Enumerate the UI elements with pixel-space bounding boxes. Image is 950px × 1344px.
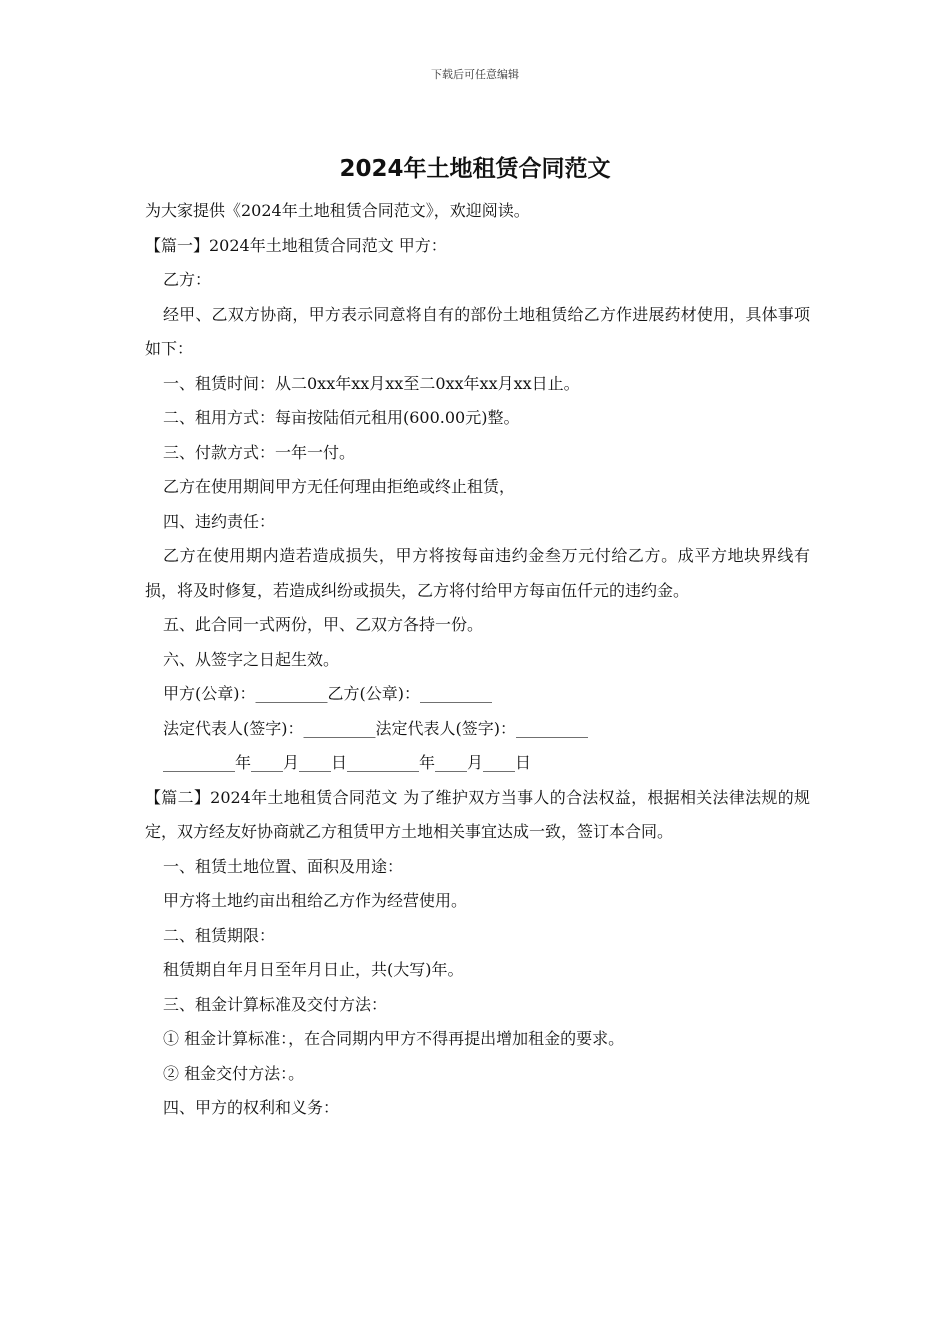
clause-lease-term-text: 租赁期自年月日至年月日止，共(大写)年。 xyxy=(163,960,464,979)
clause-rent-method: 二、租用方式：每亩按陆佰元租用(600.00元)整。 xyxy=(163,408,520,427)
clause-rent-payment-item: ② 租金交付方法：。 xyxy=(163,1063,305,1083)
signature-seal-line: 甲方(公章)：_________乙方(公章)：_________ xyxy=(163,684,492,703)
signature-date-line: _________年____月____日_________年____月____日 xyxy=(163,753,532,772)
party-b-line: 乙方： xyxy=(163,270,212,289)
intro-paragraph: 为大家提供《2024年土地租赁合同范文》，欢迎阅读。 xyxy=(145,201,530,220)
clause-rent-standard-heading: 三、租金计算标准及交付方法： xyxy=(163,994,388,1014)
clause-rent-standard-item: ① 租金计算标准：，在合同期内甲方不得再提出增加租金的要求。 xyxy=(163,1029,625,1048)
clause-liability-heading: 四、违约责任： xyxy=(163,511,276,531)
signature-representative-line: 法定代表人(签字)：_________法定代表人(签字)：_________ xyxy=(163,718,588,738)
clause-liability-text: 乙方在使用期内造若造成损失，甲方将按每亩违约金叁万元付给乙方。成平方地块界线有损，将及时修复，若造成纠纷或损失，乙方将付给甲方每亩伍仟元的违约金。 xyxy=(145,546,810,600)
document-body xyxy=(145,194,810,1126)
document-title: 2024年土地租赁合同范文 xyxy=(339,156,611,182)
section-one-heading: 【篇一】2024年土地租赁合同范文 甲方： xyxy=(145,235,447,255)
section-two-intro: 【篇二】2024年土地租赁合同范文 为了维护双方当事人的合法权益，根据相关法律法规的规定，双方经友好协商就乙方租赁甲方土地相关事宜达成一致，签订本合同。 xyxy=(145,787,810,841)
clause-land-location-text: 甲方将土地约亩出租给乙方作为经营使用。 xyxy=(163,891,468,910)
clause-lease-time: 一、租赁时间：从二0xx年xx月xx至二0xx年xx月xx日止。 xyxy=(163,373,580,393)
clause-lease-term-heading: 二、租赁期限： xyxy=(163,925,276,945)
clause-party-a-rights-heading: 四、甲方的权利和义务： xyxy=(163,1098,340,1117)
clause-copies: 五、此合同一式两份，甲、乙双方各持一份。 xyxy=(163,615,484,634)
header-note: 下载后可任意编辑 xyxy=(431,68,519,81)
agreement-paragraph: 经甲、乙双方协商，甲方表示同意将自有的部份土地租赁给乙方作进展药材使用，具体事项如下： xyxy=(145,304,810,358)
clause-no-termination: 乙方在使用期间甲方无任何理由拒绝或终止租赁， xyxy=(163,477,516,496)
clause-payment-method: 三、付款方式：一年一付。 xyxy=(163,442,356,462)
clause-land-location-heading: 一、租赁土地位置、面积及用途： xyxy=(163,856,404,876)
clause-effective: 六、从签字之日起生效。 xyxy=(163,649,340,669)
